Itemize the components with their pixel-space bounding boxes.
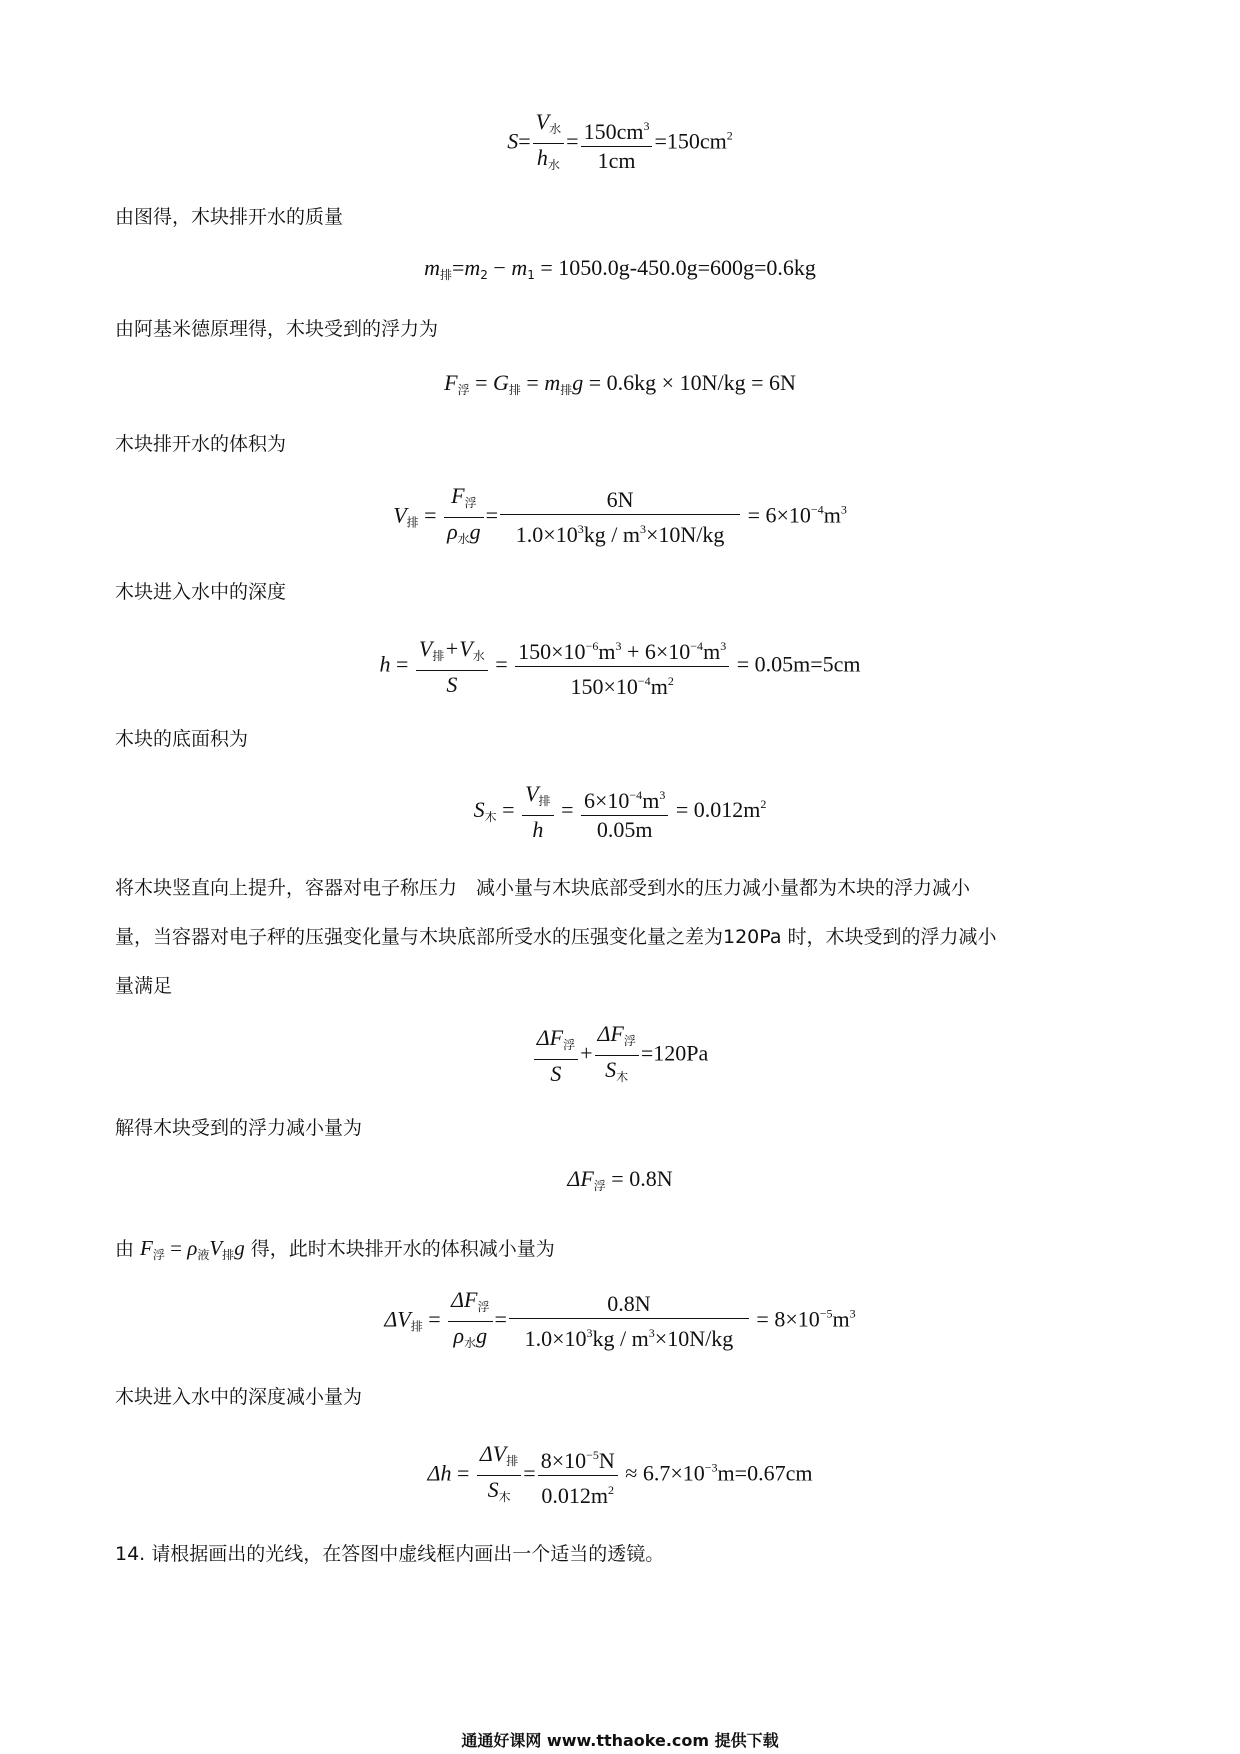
equation-pressure-diff: $\frac{\Delta F_浮}{S}$ + $\frac{\Delta F_浮}{S_木}$ =120Pa — [0, 1020, 1240, 1091]
text-line: 由 $F_浮 = \rho_液V_排g$ 得，此时木块排开水的体积减小量为 — [115, 1236, 555, 1262]
text-line: 解得木块受到的浮力减小量为 — [115, 1117, 363, 1139]
text-line: 量满足 — [115, 975, 173, 997]
equation-area-s: S= $\frac{V_水}{h_水}$ = $\frac{150cm^3}{1cm}$ $=150cm^2$ — [507, 109, 733, 173]
equation-buoyancy: $F_浮 = G_排 = m_排g = 0.6kg \times 10N/kg = 6N$ — [444, 370, 796, 397]
text-line: 将木块竖直向上提升，容器对电子称压力 减小量与木块底部受到水的压力减小量都为木块的浮力减小 — [115, 877, 971, 899]
equation-bottom-area: $S_木$ = $\frac{V_排}{h}$ = $\frac{6\times 10^{-4}m^3}{0.05m}$ = $0.012m^2$ — [473, 781, 767, 842]
equation-volume: $V_排$ = $\frac{F_浮}{\rho_水g}$ = $\frac{6N}{1.0\times 10^3kg / m^3\times 10N/kg}$ = $6\times 10^{-4}m^3$ — [393, 483, 847, 547]
text-line: 木块排开水的体积为 — [115, 433, 287, 455]
equation-mass: $m_排=m_2 - m_1 = 1050.0g-450.0g=600g=0.6kg$ — [424, 255, 816, 282]
text-line: 木块的底面积为 — [115, 728, 249, 750]
question-14: 14. 请根据画出的光线，在答图中虚线框内画出一个适当的透镜。 — [115, 1543, 665, 1565]
footer-watermark: 通通好课网 www.tthaoke.com 提供下载 — [461, 1731, 779, 1750]
text-line: 木块进入水中的深度减小量为 — [115, 1386, 363, 1408]
text-line: 木块进入水中的深度 — [115, 581, 287, 603]
equation-delta-volume: $\Delta V_排$ = $\frac{\Delta F_浮}{\rho_水g}$ = $\frac{0.8N}{1.0\times 10^3kg / m^3\times 10N/kg}$ = $8\times 10^{-5}m^3$ — [384, 1287, 856, 1351]
equation-depth: h = $\frac{V_排+V_水}{S}$ = $\frac{150\times 10^{-6}m^3 + 6\times 10^{-4}m^3}{150\times 10^{-4}m^2}$ = 0.05m=5cm — [0, 632, 1240, 701]
text-line: 量，当容器对电子秤的压强变化量与木块底部所受水的压强变化量之差为120Pa 时，木块受到的浮力减小 — [115, 926, 997, 948]
text-line: 由阿基米德原理得，木块受到的浮力为 — [115, 318, 439, 340]
text-line: 由图得，木块排开水的质量 — [115, 206, 344, 228]
equation-delta-f: $\Delta F_浮 = 0.8N$ — [567, 1166, 673, 1193]
equation-delta-depth: Δh = $\frac{\Delta V_排}{S_木}$ = $\frac{8\times 10^{-5}N}{0.012m^2}$ ≈ $6.7\times 10^{-3}m=0.67cm$ — [427, 1441, 813, 1508]
